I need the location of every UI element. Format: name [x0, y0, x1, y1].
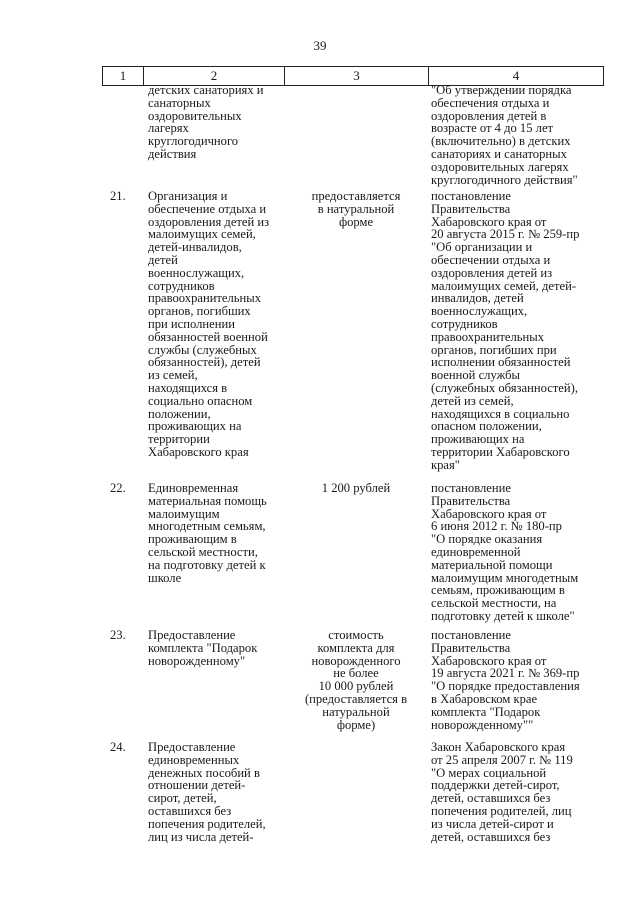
measure-amount: предоставляется в натуральной форме: [311, 189, 401, 229]
table-row: [102, 629, 604, 741]
table-row: [102, 482, 604, 629]
measure-name: Единовременная материальная помощь малоимущим многодетным семьям, проживающим в сельской местности, на подготовку детей к школе: [148, 481, 267, 585]
header-col-2: 2: [143, 67, 284, 85]
header-col-4: 4: [428, 67, 604, 85]
row-number: 24.: [110, 740, 126, 754]
header-col-1: 1: [102, 67, 143, 85]
measure-name: детских санаториях и санаторных оздоровительных лагерях круглогодичного действия: [148, 83, 264, 161]
measure-amount: 1 200 рублей: [321, 481, 391, 495]
legal-basis: "Об утверждении порядка обеспечения отдыха и оздоровления детей в возрасте от 4 до 15 лет (включительно) в детских санаториях и санаторных оздоровительных лагерях круглогодичного действия": [431, 83, 578, 187]
measure-name: Организация и обеспечение отдыха и оздоровления детей из малоимущих семей, детей-инвалидов, детей военнослужащих, сотрудников правоохранительных органов, погибших при исполнении обязанностей военной службы (служебных обязанностей), детей из семей, находящихся в социально опасном положении, проживающих на территории Хабаровского края: [148, 189, 270, 459]
table-body: [102, 84, 604, 843]
row-number: 21.: [110, 189, 126, 203]
legal-basis: постановление Правительства Хабаровского края от 6 июня 2012 г. № 180-пр "О порядке оказания единовременной материальной помощи малоимущим многодетным семьям, проживающим в сельской местности, на подготовку детей к школе": [431, 481, 579, 623]
legal-basis: постановление Правительства Хабаровского края от 20 августа 2015 г. № 259-пр "Об организации и обеспечении отдыха и оздоровления детей из малоимущих семей, детей- инвалидов, детей военнослужащих, сотрудников правоохранительных органов, погибших при исполнении обязанностей военной службы (служебных обязанностей), детей из семей, находящихся в социально опасном положении, проживающих на территории Хабаровского края": [431, 189, 580, 472]
measure-amount: [284, 741, 428, 843]
table-row-continued: [102, 84, 604, 190]
measure-amount: стоимость комплекта для новорожденного не более 10 000 рублей (предоставляется в натуральной форме): [304, 628, 408, 732]
row-number: 22.: [110, 481, 126, 495]
legal-basis: Закон Хабаровского края от 25 апреля 2007 г. № 119 "О мерах социальной поддержки детей-сирот, детей, оставшихся без попечения родителей, лиц из числа детей-сирот и детей, оставшихся без: [431, 740, 573, 844]
header-col-3: 3: [284, 67, 428, 85]
legal-basis: постановление Правительства Хабаровского края от 19 августа 2021 г. № 369-пр "О порядке предоставления в Хабаровском крае комплекта "Подарок новорожденному"": [431, 628, 580, 732]
page-number: 39: [313, 38, 327, 53]
measure-amount: [284, 84, 428, 190]
row-number: [102, 84, 143, 190]
row-number: 23.: [110, 628, 126, 642]
table-row: [102, 741, 604, 843]
table-row: [102, 190, 604, 482]
measure-name: Предоставление комплекта "Подарок новорожденному": [148, 628, 258, 668]
measure-name: Предоставление единовременных денежных пособий в отношении детей- сирот, детей, оставшихся без попечения родителей, лиц из числа детей-: [148, 740, 266, 844]
